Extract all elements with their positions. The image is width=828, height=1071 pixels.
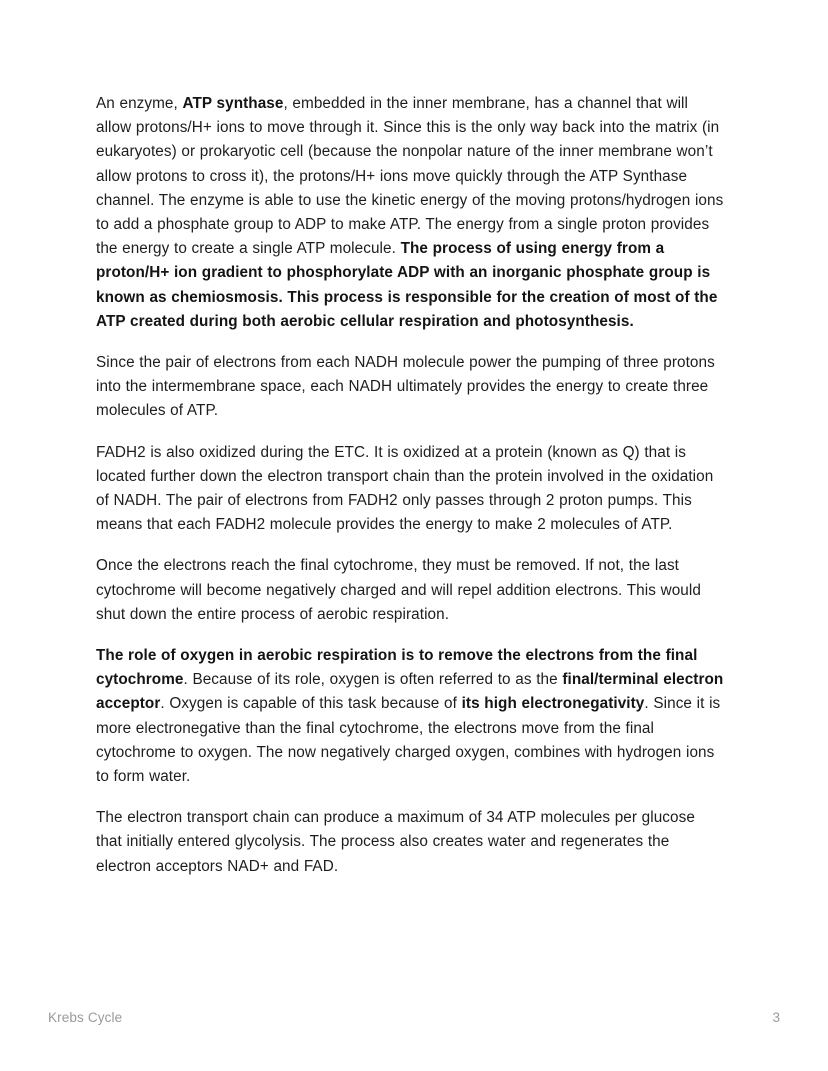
paragraph-fadh2-oxidation (96, 441, 724, 538)
text-run-bold: ATP synthase (182, 95, 284, 112)
text-run-bold: The role of oxygen in aerobic respiration is to remove the electrons from the final cytochrome (96, 647, 698, 689)
text-run: The electron transport chain can produce a maximum of 34 ATP molecules per glucose that initially entered glycolysis. The process also creates water and regenerates the electron acceptors NAD+ and FAD. (96, 809, 695, 875)
text-run: , embedded in the inner membrane, has a channel that will allow protons/H+ ions to move through it. Since this is the only way back into the matrix (in eukaryotes) or prokaryotic cell (because the nonpolar nature of the inner membrane won’t allow protons to cross it), the protons/H+ ions move quickly through the ATP Synthase channel. The enzyme is able to use the kinetic energy of the moving protons/hydrogen ions to add a phosphate group to ADP to make ATP. The energy from a single proton provides the energy to create a single ATP molecule. (96, 95, 724, 258)
text-run-bold: its high electronegativity (461, 695, 645, 713)
footer-page-number: 3 (772, 1010, 780, 1025)
paragraph-nadh-atp-yield (96, 351, 724, 424)
text-run: An enzyme, (96, 95, 183, 112)
paragraph-role-of-oxygen (96, 644, 724, 789)
page-footer (0, 1008, 828, 1032)
text-run-bold: The process of using energy from a proton/H+ ion gradient to phosphorylate ADP with an inorganic phosphate group is known as chemiosmosis. This process is responsible for the creation of most of the ATP created during both aerobic cellular respiration and photosynthesis. (96, 240, 718, 330)
text-run: . Oxygen is capable of this task because of (160, 695, 462, 713)
text-run: FADH2 is also oxidized during the ETC. It is oxidized at a protein (known as Q) that is located further down the electron transport chain than the protein involved in the oxidation of NADH. The pair of electrons from FADH2 only passes through 2 proton pumps. This means that each FADH2 molecule provides the energy to make 2 molecules of ATP. (96, 443, 714, 534)
paragraph-etc-atp-total (96, 806, 724, 879)
text-run: . Because of its role, oxygen is often referred to as the (183, 671, 563, 689)
text-run: Once the electrons reach the final cytochrome, they must be removed. If not, the last cytochrome will become negatively charged and will repel addition electrons. This would shut down the entire process of aerobic respiration. (96, 557, 701, 623)
text-run: . Since it is more electronegative than the final cytochrome, the electrons move from the final cytochrome to oxygen. The now negatively charged oxygen, combines with hydrogen ions to form water. (96, 695, 721, 786)
paragraph-final-cytochrome (96, 554, 724, 627)
text-run: Since the pair of electrons from each NADH molecule power the pumping of three protons into the intermembrane space, each NADH ultimately provides the energy to create three molecules of ATP. (96, 354, 715, 420)
paragraph-atp-synthase (96, 92, 724, 334)
text-run-bold: final/terminal electron acceptor (96, 671, 724, 713)
footer-document-title: Krebs Cycle (48, 1010, 123, 1025)
document-body (96, 92, 724, 879)
